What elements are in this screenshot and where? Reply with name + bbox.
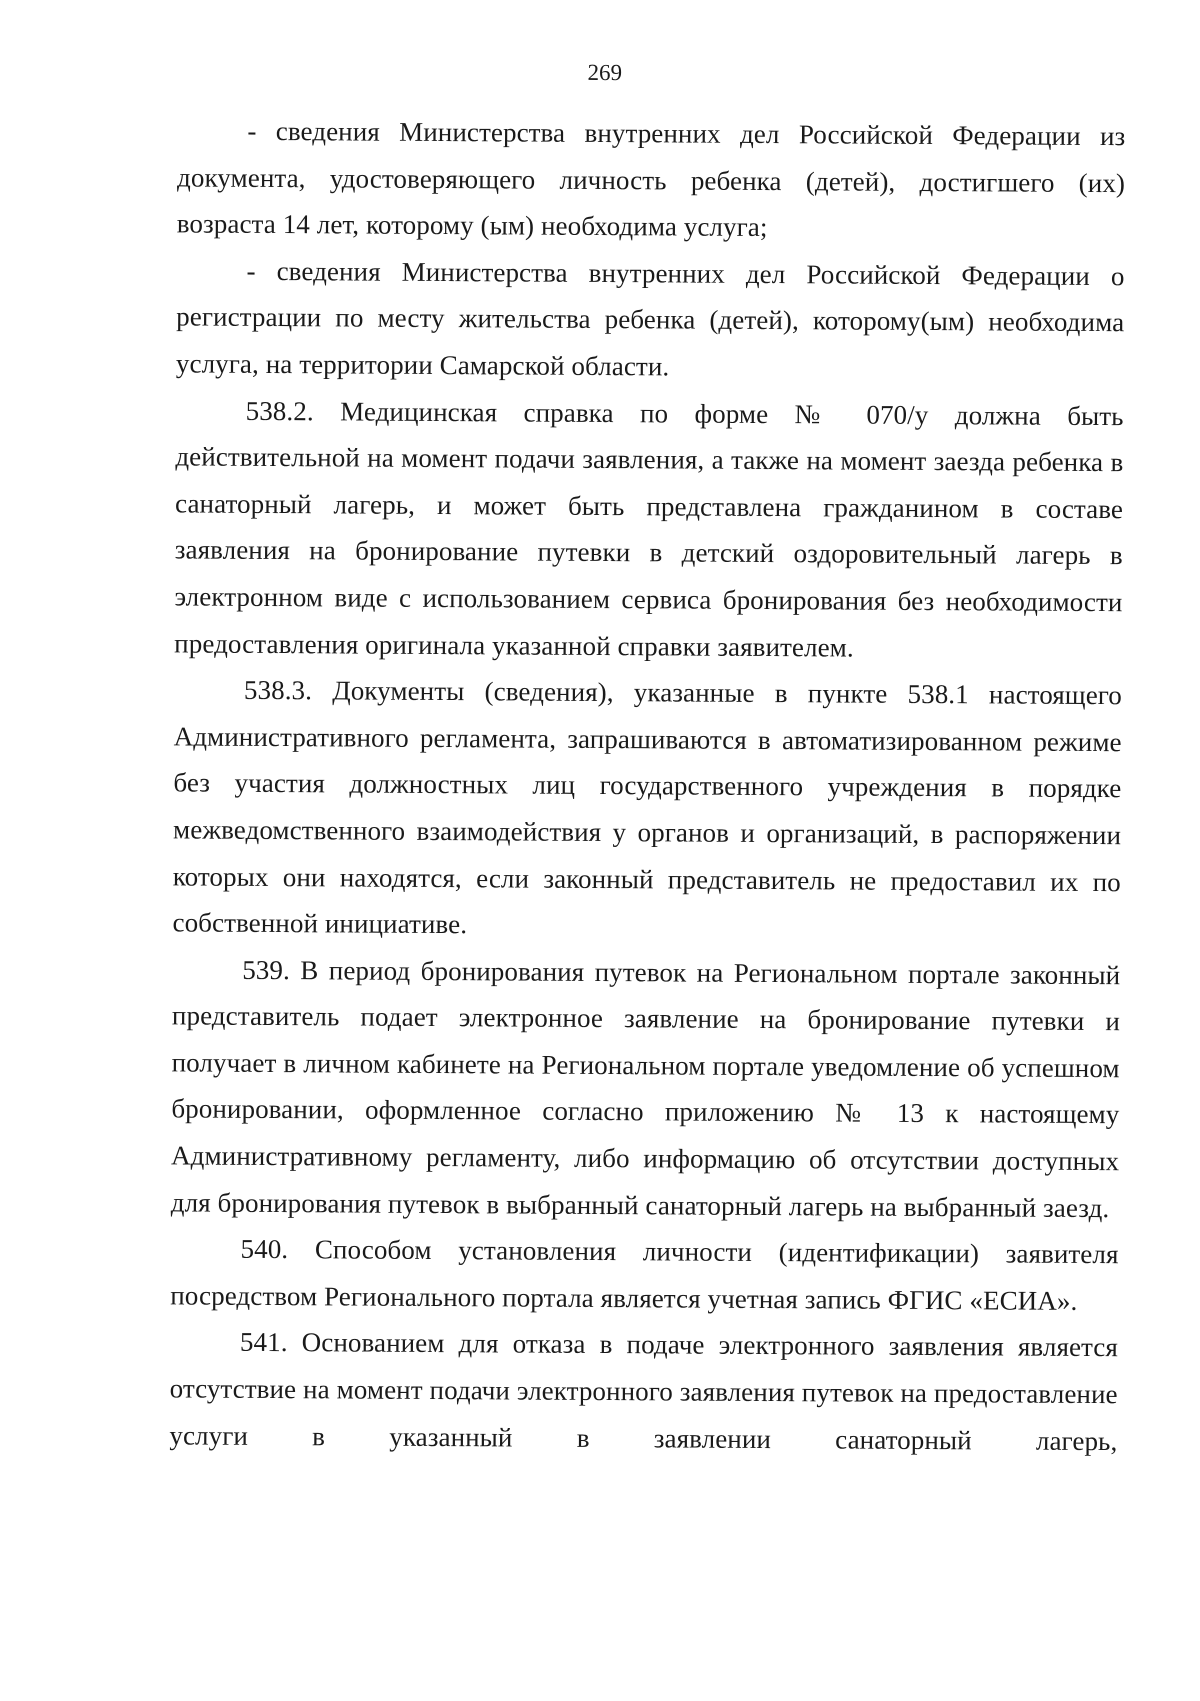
paragraph-540: 540. Способом установления личности (идентификации) заявителя посредством Регионального портала является учетная запись ФГИС «ЕСИА». [170, 1234, 1119, 1316]
paragraph-mvd-registration: - сведения Министерства внутренних дел Российской Федерации о регистрации по месту жительства ребенка (детей), которому(ым) необходима услуга, на территории Самарской области. [175, 255, 1125, 382]
document-body [169, 107, 1125, 1464]
paragraph-mvd-identity-document: - сведения Министерства внутренних дел Российской Федерации из документа, удостоверяющего личность ребенка (детей), достигшего (их) возраста 14 лет, которому (ым) необходима услуга; [176, 115, 1126, 243]
paragraph-541: 541. Основанием для отказа в подаче электронного заявления является отсутствие на момент подачи электронного заявления путевок на предоставление услуги в указанный в заявлении санаторный лагерь, [169, 1327, 1119, 1456]
paragraph-538-2: 538.2. Медицинская справка по форме № 070/у должна быть действительной на момент подачи заявления, а также на момент заезда ребенка в санаторный лагерь, и может быть представлена гражданином в составе заявления на бронирование путевки в детский оздоровительный лагерь в электронном виде с использованием сервиса бронирования без необходимости предоставления оригинала указанной справки заявителем. [174, 395, 1124, 663]
paragraph-539: 539. В период бронирования путевок на Региональном портале законный представитель подает электронное заявление на бронирование путевки и получает в личном кабинете на Региональном портале уведомление об успешном бронировании, оформленное согласно приложению № 13 к настоящему Административному регламенту, либо информацию об отсутствии доступных для бронирования путевок в выбранный санаторный лагерь на выбранный заезд. [170, 954, 1121, 1223]
page-number: 269 [587, 59, 623, 86]
paragraph-538-3: 538.3. Документы (сведения), указанные в пункте 538.1 настоящего Административного регламента, запрашиваются в автоматизированном режиме без участия должностных лиц государственного учреждения в порядке межведомственного взаимодействия у органов и организаций, в распоряжении которых они находятся, если законный представитель не предоставил их по собственной инициативе. [172, 674, 1123, 940]
